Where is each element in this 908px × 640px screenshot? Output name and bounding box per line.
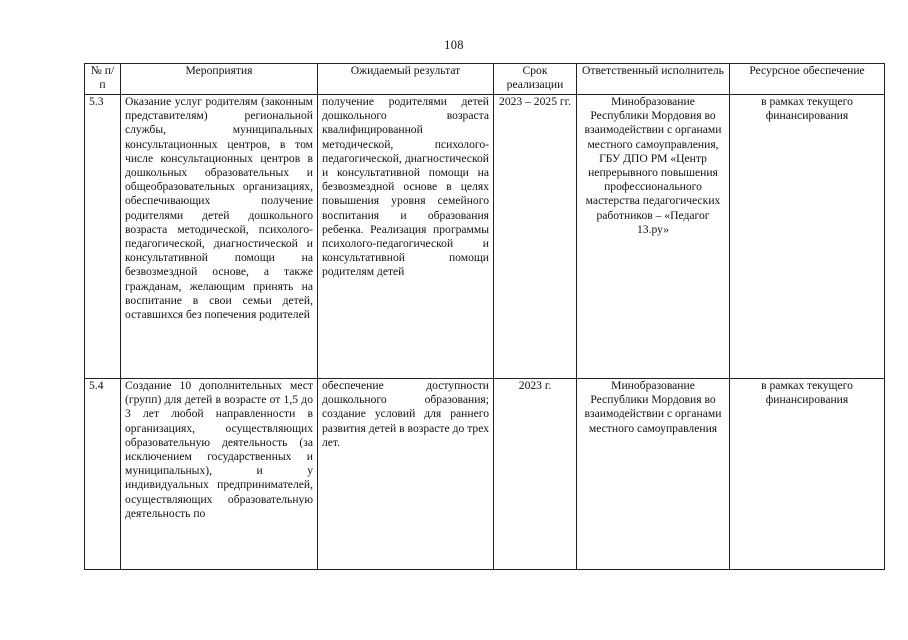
activity-cell: Создание 10 дополнительных мест (групп) для детей в возрасте от 1,5 до 3 лет любой направленности в организациях, осуществляющих образовательную деятельность (за исключением государственных и муниципальных), и у индивидуальных предпринимателей, осуществляющих образовательную деятельность по bbox=[121, 379, 318, 570]
table-header-row bbox=[85, 64, 885, 95]
funding-cell: в рамках текущего финансирования bbox=[730, 95, 885, 379]
row-number: 5.3 bbox=[85, 95, 121, 379]
header-num: № п/п bbox=[85, 64, 121, 95]
term-cell: 2023 г. bbox=[494, 379, 577, 570]
term-cell: 2023 – 2025 гг. bbox=[494, 95, 577, 379]
result-cell: получение родителями детей дошкольного возраста квалифицированной методической, психолого-педагогической, диагностической и консультативной помощи на безвозмездной основе в целях повышения уровня семейного воспитания и образования ребенка. Реализация программы психолого-педагогической и консультативной помощи родителям детей bbox=[318, 95, 494, 379]
result-cell: обеспечение доступности дошкольного образования; создание условий для раннего развития детей в возрасте до трех лет. bbox=[318, 379, 494, 570]
activity-plan-table bbox=[84, 63, 885, 570]
responsible-cell: Минобразование Республики Мордовия во взаимодействии с органами местного самоуправления, ГБУ ДПО РМ «Центр непрерывного повышения профессионального мастерства педагогических работников – «Педагог 13.ру» bbox=[577, 95, 730, 379]
funding-cell: в рамках текущего финансирования bbox=[730, 379, 885, 570]
header-responsible: Ответственный исполнитель bbox=[577, 64, 730, 95]
activity-cell: Оказание услуг родителям (законным представителям) региональной службы, муниципальных консультационных центров, в том числе консультационных центров в дошкольных образовательных и общеобразовательных организациях, обеспечивающих получение родителями детей дошкольного возраста методической, психолого-педагогической, диагностической и консультативной помощи на безвозмездной основе, а также гражданам, желающим принять на воспитание в свои семьи детей, оставшихся без попечения родителей bbox=[121, 95, 318, 379]
header-funding: Ресурсное обеспечение bbox=[730, 64, 885, 95]
header-result: Ожидаемый результат bbox=[318, 64, 494, 95]
header-term: Срок реализации bbox=[494, 64, 577, 95]
responsible-cell: Минобразование Республики Мордовия во взаимодействии с органами местного самоуправления bbox=[577, 379, 730, 570]
table-row bbox=[85, 95, 885, 379]
table-row bbox=[85, 379, 885, 570]
header-activities: Мероприятия bbox=[121, 64, 318, 95]
page-number: 108 bbox=[444, 38, 464, 52]
row-number: 5.4 bbox=[85, 379, 121, 570]
